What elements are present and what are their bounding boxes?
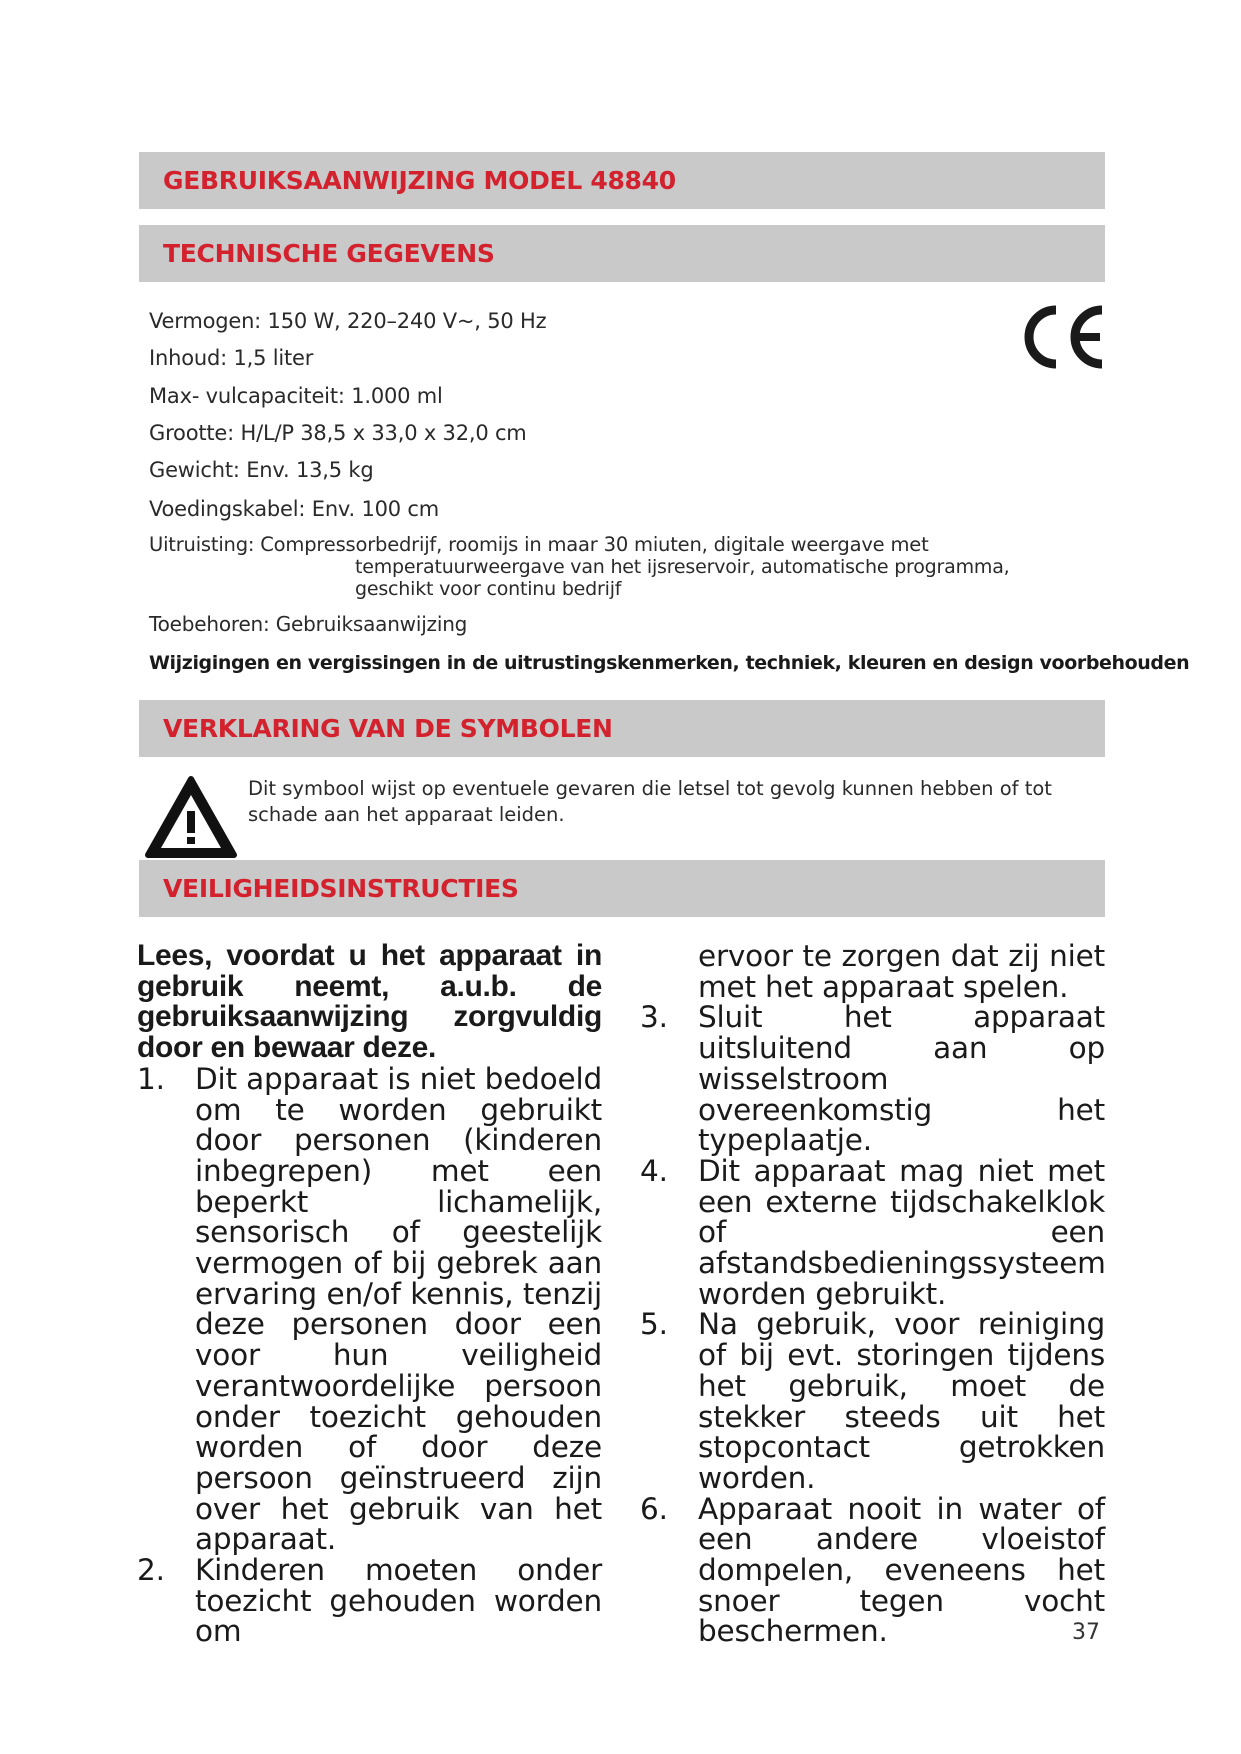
spec-weight: Gewicht: Env. 13,5 kg [149,458,374,482]
section-title-tech: TECHNISCHE GEGEVENS [163,239,495,268]
section-header-tech [139,225,1105,282]
instruction-2-continuation: ervoor te zorgen dat zij niet met het apparaat spelen. [698,939,1105,1004]
spec-equipment: Uitruisting: Compressorbedrijf, roomijs in maar 30 miuten, digitale weergave met [149,533,929,556]
instruction-item-4 [640,1153,1106,1311]
instruction-text: Na gebruik, voor reiniging of bij evt. storingen tijdens het gebruik, moet de stekker steeds uit het stopcontact getrokken worden. [698,1307,1105,1495]
section-title-symbols: VERKLARING VAN DE SYMBOLEN [163,714,613,743]
document-title: GEBRUIKSAANWIJZING MODEL 48840 [163,166,676,195]
spec-content: Inhoud: 1,5 liter [149,346,314,370]
intro-text: Lees, voordat u het apparaat in gebruik neemt, a.u.b. de gebruiksaanwijzing zorgvuldig door en bewaar deze. [137,939,602,1065]
instruction-number: 1. [137,1061,165,1096]
spec-equipment-line3: geschikt voor continu bedrijf [355,578,622,600]
title-bar [139,152,1105,209]
instruction-text: Sluit het apparaat uitsluitend aan op wisselstroom overeenkomstig het typeplaatje. [698,1000,1105,1158]
spec-power: Vermogen: 150 W, 220–240 V~, 50 Hz [149,309,547,333]
section-title-safety: VEILIGHEIDSINSTRUCTIES [163,874,519,903]
instruction-text: Dit apparaat is niet bedoeld om te worden gebruikt door personen (kinderen inbegrepen) met een beperkt lichamelijk, sensorisch of geestelijk vermogen of bij gebrek aan ervaring en/of kennis, tenzij deze personen door een voor hun veiligheid verantwoordelijke persoon onder toezicht gehouden worden of door deze persoon geïnstrueerd zijn over het gebruik van het apparaat. [195,1061,602,1557]
instruction-number: 2. [137,1553,165,1588]
section-header-safety [139,860,1105,917]
instruction-item-3 [640,1002,1105,1156]
instruction-number: 3. [640,1000,668,1035]
instruction-item-5 [640,1309,1105,1493]
instructions-right-column [640,941,1105,1647]
instruction-item-2 [137,1555,602,1647]
instruction-item-1 [137,1061,602,1557]
spec-equipment-line2: temperatuurweergave van het ijsreservoir, automatische programma, [355,556,1010,578]
instruction-number: 6. [640,1491,668,1526]
spec-max-fill: Max- vulcapaciteit: 1.000 ml [149,384,443,408]
spec-accessories: Toebehoren: Gebruiksaanwijzing [149,612,468,636]
instruction-text: Apparaat nooit in water of een andere vloeistof dompelen, eveneens het snoer tegen vocht beschermen. [698,1491,1105,1649]
instruction-text: Dit apparaat mag niet met een externe tijdschakelklok of een afstandsbedieningssysteem worden gebruikt. [698,1153,1106,1311]
spec-size: Grootte: H/L/P 38,5 x 33,0 x 32,0 cm [149,421,527,445]
spec-cable: Voedingskabel: Env. 100 cm [149,497,440,521]
warning-description: Dit symbool wijst op eventuele gevaren die letsel tot gevolg kunnen hebben of tot schade aan het apparaat leiden. [248,777,1052,826]
instruction-text: Kinderen moeten onder toezicht gehouden worden om [195,1553,602,1649]
instruction-number: 4. [640,1153,668,1188]
section-header-symbols [139,700,1105,757]
warning-triangle-icon [144,775,238,861]
page-number: 37 [1072,1620,1100,1645]
instruction-item-6 [640,1491,1105,1649]
instruction-number: 5. [640,1307,668,1342]
disclaimer-note: Wijzigingen en vergissingen in de uitrustingskenmerken, techniek, kleuren en design voorbehouden [149,652,1190,674]
ce-mark-icon [1020,298,1110,376]
instructions-left-column [137,941,602,1647]
